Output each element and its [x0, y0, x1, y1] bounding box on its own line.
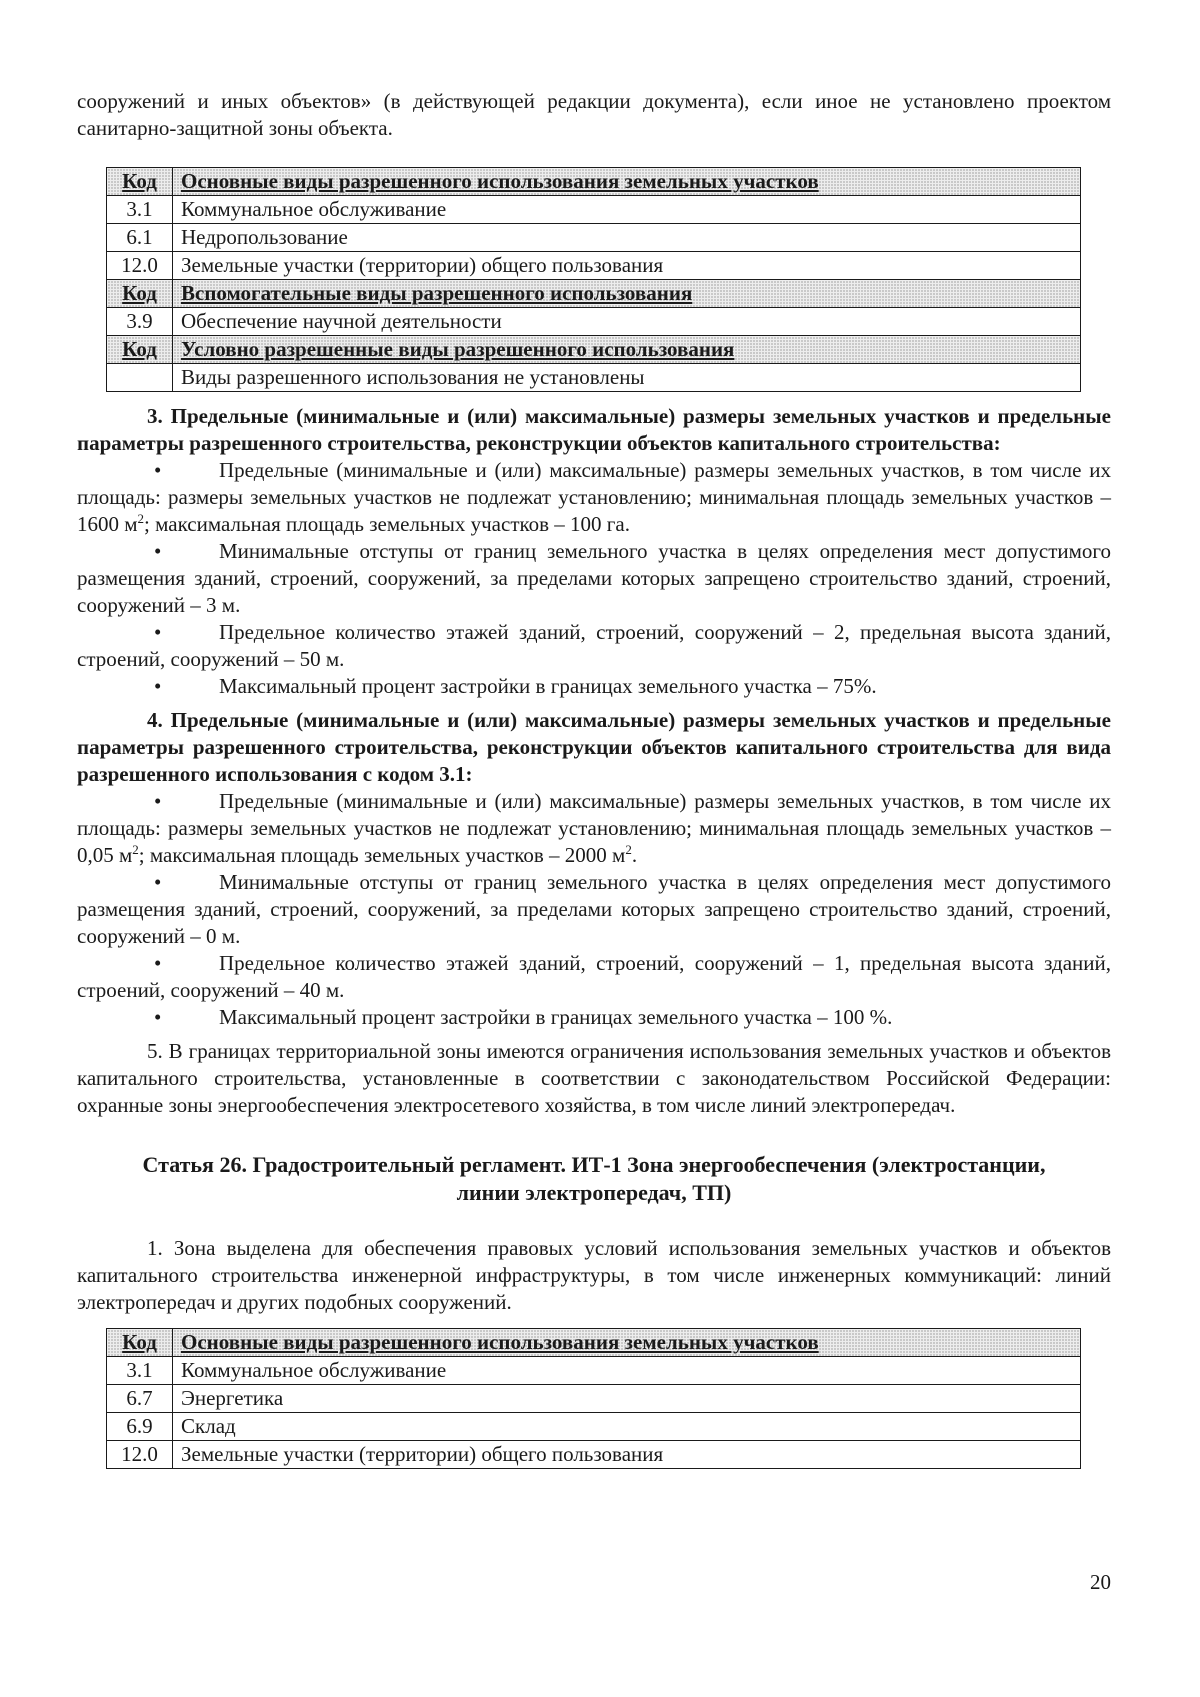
bullet-item — [77, 788, 1111, 869]
bullet-item — [77, 538, 1111, 619]
bullet-icon: • — [154, 789, 162, 813]
description-cell: Условно разрешенные виды разрешенного использования — [173, 336, 1081, 364]
table-header-row — [107, 1329, 1081, 1357]
intro-paragraph: сооружений и иных объектов» (в действующей редакции документа), если иное не установлено проектом санитарно-защитной зоны объекта. — [77, 89, 1111, 140]
bullet-item — [77, 869, 1111, 950]
table-header-row — [107, 168, 1081, 196]
bullet-text: Предельные (минимальные и (или) максимальные) размеры земельных участков, в том числе их площадь: размеры земельных участков не подлежат установлению; минимальная площадь земельных участков – 1600 м — [77, 458, 1111, 536]
description-cell: Недропользование — [173, 224, 1081, 252]
code-cell — [107, 364, 173, 392]
code-cell: 12.0 — [107, 1441, 173, 1469]
bullet-item — [77, 673, 1111, 700]
bullet-text: . — [631, 843, 638, 867]
bullet-text: Предельное количество этажей зданий, строений, сооружений – 2, предельная высота зданий, строений, сооружений – 50 м. — [77, 620, 1111, 671]
table-row — [107, 1357, 1081, 1385]
table-row — [107, 364, 1081, 392]
table-row — [107, 1441, 1081, 1469]
table-header-row — [107, 280, 1081, 308]
description-cell: Коммунальное обслуживание — [173, 196, 1081, 224]
superscript: 2 — [625, 842, 632, 857]
bullet-icon: • — [154, 458, 162, 482]
bullet-icon: • — [154, 1005, 162, 1029]
article-26-heading — [77, 1151, 1111, 1207]
bullet-item — [77, 950, 1111, 1004]
description-cell: Земельные участки (территории) общего пользования — [173, 252, 1081, 280]
table-row — [107, 196, 1081, 224]
code-cell: 3.1 — [107, 1357, 173, 1385]
section-4-bullets — [77, 788, 1111, 1031]
superscript: 2 — [132, 842, 139, 857]
bullet-item — [77, 619, 1111, 673]
table-row — [107, 308, 1081, 336]
code-cell: Код — [107, 168, 173, 196]
section-4-heading: 4. Предельные (минимальные и (или) максимальные) размеры земельных участков и предельные параметры разрешенного строительства, реконструкции объектов капитального строительства для вида разрешенного использования с кодом 3.1: — [77, 708, 1111, 786]
code-cell: 6.7 — [107, 1385, 173, 1413]
land-use-table-2 — [106, 1328, 1081, 1469]
description-cell: Обеспечение научной деятельности — [173, 308, 1081, 336]
description-cell: Основные виды разрешенного использования земельных участков — [173, 168, 1081, 196]
land-use-table-1 — [106, 167, 1081, 392]
article-26-paragraph-1: 1. Зона выделена для обеспечения правовых условий использования земельных участков и объектов капитального строительства инженерной инфраструктуры, в том числе инженерных коммуникаций: линий электропередач и других подобных сооружений. — [77, 1236, 1111, 1314]
section-3-heading: 3. Предельные (минимальные и (или) максимальные) размеры земельных участков и предельные параметры разрешенного строительства, реконструкции объектов капитального строительства: — [77, 404, 1111, 455]
bullet-text: Минимальные отступы от границ земельного участка в целях определения мест допустимого размещения зданий, строений, сооружений, за пределами которых запрещено строительство зданий, строений, сооружений – 0 м. — [77, 870, 1111, 948]
table-row — [107, 1413, 1081, 1441]
article-26-title-line-1: Статья 26. Градостроительный регламент. ИТ-1 Зона энергообеспечения (электростанции, — [142, 1152, 1046, 1177]
code-cell: Код — [107, 336, 173, 364]
article-26-title-line-2: линии электропередач, ТП) — [456, 1180, 732, 1205]
description-cell: Основные виды разрешенного использования земельных участков — [173, 1329, 1081, 1357]
code-cell: 6.9 — [107, 1413, 173, 1441]
description-cell: Склад — [173, 1413, 1081, 1441]
bullet-item — [77, 1004, 1111, 1031]
code-cell: 3.9 — [107, 308, 173, 336]
code-cell: 6.1 — [107, 224, 173, 252]
bullet-text: Предельные (минимальные и (или) максимальные) размеры земельных участков, в том числе их площадь: размеры земельных участков не подлежат установлению; минимальная площадь земельных участков – 0,05 м — [77, 789, 1111, 867]
section-3-bullets — [77, 457, 1111, 700]
bullet-text: Максимальный процент застройки в границах земельного участка – 75%. — [219, 674, 877, 698]
description-cell: Земельные участки (территории) общего пользования — [173, 1441, 1081, 1469]
superscript: 2 — [137, 511, 145, 526]
bullet-icon: • — [154, 870, 162, 894]
description-cell: Вспомогательные виды разрешенного использования — [173, 280, 1081, 308]
bullet-icon: • — [154, 674, 162, 698]
code-cell: Код — [107, 1329, 173, 1357]
page-number: 20 — [1090, 1570, 1111, 1594]
bullet-icon: • — [154, 620, 162, 644]
table-row — [107, 224, 1081, 252]
bullet-text: Минимальные отступы от границ земельного участка в целях определения мест допустимого размещения зданий, строений, сооружений, за пределами которых запрещено строительство зданий, строений, сооружений – 3 м. — [77, 539, 1111, 617]
bullet-icon: • — [154, 951, 162, 975]
bullet-text: Предельное количество этажей зданий, строений, сооружений – 1, предельная высота зданий, строений, сооружений – 40 м. — [77, 951, 1111, 1002]
table-header-row — [107, 336, 1081, 364]
description-cell: Виды разрешенного использования не установлены — [173, 364, 1081, 392]
description-cell: Энергетика — [173, 1385, 1081, 1413]
document-page — [77, 88, 1111, 1469]
section-5-paragraph: 5. В границах территориальной зоны имеются ограничения использования земельных участков и объектов капитального строительства, установленные в соответствии с законодательством Российской Федерации: охранные зоны энергообеспечения электросетевого хозяйства, в том числе линий электропередач. — [77, 1039, 1111, 1117]
table-row — [107, 1385, 1081, 1413]
bullet-text: ; максимальная площадь земельных участков – 2000 м — [138, 843, 626, 867]
table-row — [107, 252, 1081, 280]
bullet-item — [77, 457, 1111, 538]
bullet-text: ; максимальная площадь земельных участков – 100 га. — [144, 512, 630, 536]
code-cell: 3.1 — [107, 196, 173, 224]
code-cell: 12.0 — [107, 252, 173, 280]
bullet-icon: • — [154, 539, 162, 563]
bullet-text: Максимальный процент застройки в границах земельного участка – 100 %. — [219, 1005, 893, 1029]
description-cell: Коммунальное обслуживание — [173, 1357, 1081, 1385]
code-cell: Код — [107, 280, 173, 308]
